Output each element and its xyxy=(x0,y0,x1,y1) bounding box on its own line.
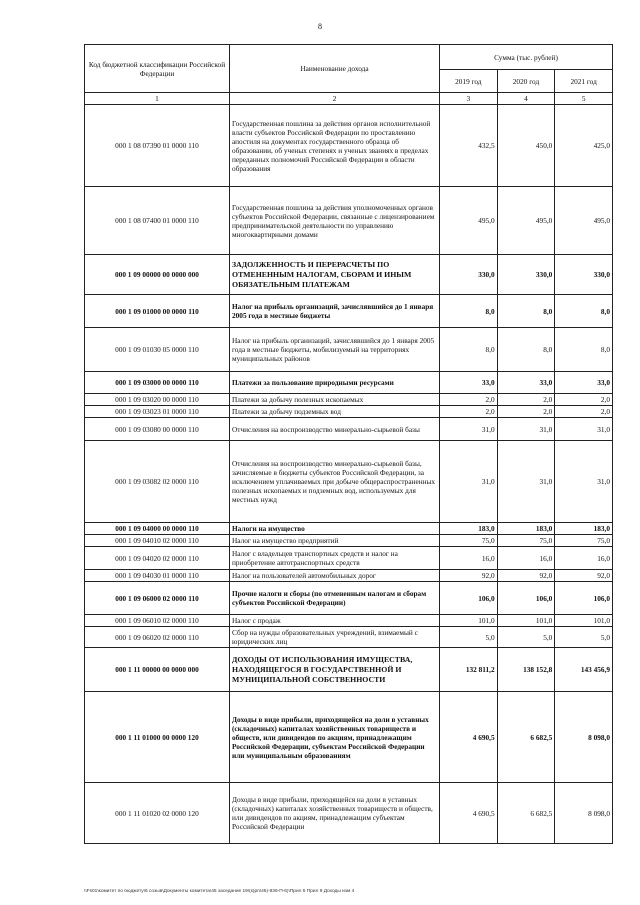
amount-2021-cell: 183,0 xyxy=(555,523,613,535)
amount-2021-cell: 5,0 xyxy=(555,627,613,648)
amount-2021-cell: 8,0 xyxy=(555,295,613,328)
revenue-name-cell: Налог на имущество предприятий xyxy=(230,535,440,547)
amount-2019-cell: 183,0 xyxy=(440,523,498,535)
file-path-footer: \\Fs01\комитет по бюджету\6 созыв\Документы комитета\45 заседание 19\(к)рп\45)-836-П-6)\Прил 5 Прил 9 Доходы изм 4 xyxy=(84,889,355,894)
amount-2020-cell: 450,0 xyxy=(497,105,555,187)
table-row xyxy=(85,418,613,441)
amount-2021-cell: 92,0 xyxy=(555,570,613,582)
revenue-name-cell: Доходы в виде прибыли, приходящейся на доли в уставных (складочных) капиталах хозяйственных товариществ и обществ, или дивидендов по акциям, принадлежащим субъектам Российской Федерации xyxy=(230,783,440,844)
column-header-name: Наименование дохода xyxy=(230,45,440,93)
budget-code-cell: 000 1 09 06010 02 0000 110 xyxy=(85,615,230,627)
amount-2021-cell: 16,0 xyxy=(555,547,613,570)
budget-code-cell: 000 1 09 04000 00 0000 110 xyxy=(85,523,230,535)
table-row xyxy=(85,372,613,394)
budget-code-cell: 000 1 09 04020 02 0000 110 xyxy=(85,547,230,570)
revenue-name-cell: Налог на пользователей автомобильных дорог xyxy=(230,570,440,582)
amount-2020-cell: 5,0 xyxy=(497,627,555,648)
amount-2019-cell: 8,0 xyxy=(440,295,498,328)
revenue-name-cell: Платежи за пользование природными ресурсами xyxy=(230,372,440,394)
revenue-name-cell: Сбор на нужды образовательных учреждений, взимаемый с юридических лиц xyxy=(230,627,440,648)
revenue-name-cell: Налог с продаж xyxy=(230,615,440,627)
amount-2020-cell: 33,0 xyxy=(497,372,555,394)
budget-code-cell: 000 1 11 01000 00 0000 120 xyxy=(85,692,230,783)
column-index: 4 xyxy=(497,93,555,105)
revenue-name-cell: Налоги на имущество xyxy=(230,523,440,535)
amount-2019-cell: 432,5 xyxy=(440,105,498,187)
column-index: 2 xyxy=(230,93,440,105)
budget-code-cell: 000 1 09 03020 00 0000 110 xyxy=(85,394,230,406)
amount-2021-cell: 495,0 xyxy=(555,187,613,255)
revenue-name-cell: ЗАДОЛЖЕННОСТЬ И ПЕРЕРАСЧЕТЫ ПО ОТМЕНЕННЫМ НАЛОГАМ, СБОРАМ И ИНЫМ ОБЯЗАТЕЛЬНЫМ ПЛАТЕЖАМ xyxy=(230,255,440,295)
amount-2020-cell: 6 682,5 xyxy=(497,692,555,783)
amount-2021-cell: 101,0 xyxy=(555,615,613,627)
budget-code-cell: 000 1 09 06000 02 0000 110 xyxy=(85,582,230,615)
amount-2020-cell: 8,0 xyxy=(497,295,555,328)
revenue-table xyxy=(84,44,613,844)
revenue-name-cell: Отчисления на воспроизводство минерально-сырьевой базы xyxy=(230,418,440,441)
revenue-name-cell: Налог на прибыль организаций, зачислявшийся до 1 января 2005 года в местные бюджеты xyxy=(230,295,440,328)
budget-code-cell: 000 1 08 07400 01 0000 110 xyxy=(85,187,230,255)
budget-code-cell: 000 1 08 07390 01 0000 110 xyxy=(85,105,230,187)
revenue-name-cell: Отчисления на воспроизводство минерально-сырьевой базы, зачисляемые в бюджеты субъектов Российской Федерации, за исключением уплачиваемых при добыче общераспространенных полезных ископаемых и подземных вод, используемых для местных нужд xyxy=(230,441,440,523)
table-row xyxy=(85,648,613,692)
amount-2019-cell: 16,0 xyxy=(440,547,498,570)
amount-2020-cell: 183,0 xyxy=(497,523,555,535)
amount-2020-cell: 495,0 xyxy=(497,187,555,255)
amount-2021-cell: 33,0 xyxy=(555,372,613,394)
amount-2019-cell: 4 690,5 xyxy=(440,783,498,844)
amount-2020-cell: 138 152,8 xyxy=(497,648,555,692)
column-header-year: 2021 год xyxy=(555,70,613,93)
column-index-row xyxy=(85,93,613,105)
revenue-name-cell: Прочие налоги и сборы (по отмененным налогам и сборам субъектов Российской Федерации) xyxy=(230,582,440,615)
amount-2019-cell: 31,0 xyxy=(440,441,498,523)
amount-2020-cell: 75,0 xyxy=(497,535,555,547)
budget-code-cell: 000 1 09 00000 00 0000 000 xyxy=(85,255,230,295)
table-row xyxy=(85,295,613,328)
table-body xyxy=(85,105,613,844)
table-row xyxy=(85,105,613,187)
column-header-sum: Сумма (тыс. рублей) xyxy=(440,45,613,70)
column-header-year: 2020 год xyxy=(497,70,555,93)
budget-code-cell: 000 1 09 03023 01 0000 110 xyxy=(85,406,230,418)
revenue-name-cell: ДОХОДЫ ОТ ИСПОЛЬЗОВАНИЯ ИМУЩЕСТВА, НАХОДЯЩЕГОСЯ В ГОСУДАРСТВЕННОЙ И МУНИЦИПАЛЬНОЙ СОБСТВЕННОСТИ xyxy=(230,648,440,692)
table-row xyxy=(85,535,613,547)
table-row xyxy=(85,406,613,418)
amount-2019-cell: 330,0 xyxy=(440,255,498,295)
amount-2020-cell: 330,0 xyxy=(497,255,555,295)
amount-2019-cell: 31,0 xyxy=(440,418,498,441)
amount-2020-cell: 16,0 xyxy=(497,547,555,570)
column-header-year: 2019 год xyxy=(440,70,498,93)
amount-2021-cell: 8 098,0 xyxy=(555,783,613,844)
amount-2021-cell: 8 098,0 xyxy=(555,692,613,783)
amount-2019-cell: 8,0 xyxy=(440,328,498,372)
budget-code-cell: 000 1 11 01020 02 0000 120 xyxy=(85,783,230,844)
table-row xyxy=(85,615,613,627)
table-row xyxy=(85,187,613,255)
table-row xyxy=(85,582,613,615)
amount-2019-cell: 5,0 xyxy=(440,627,498,648)
amount-2019-cell: 92,0 xyxy=(440,570,498,582)
amount-2021-cell: 31,0 xyxy=(555,441,613,523)
amount-2019-cell: 495,0 xyxy=(440,187,498,255)
budget-code-cell: 000 1 09 01030 05 0000 110 xyxy=(85,328,230,372)
revenue-name-cell: Государственная пошлина за действия органов исполнительной власти субъектов Российской Федерации по проставлению апостиля на документах государственного образца об образовании, об ученых степенях и ученых званиях в пределах переданных полномочий Российской Федерации в области образования xyxy=(230,105,440,187)
budget-code-cell: 000 1 09 03080 00 0000 110 xyxy=(85,418,230,441)
table-row xyxy=(85,783,613,844)
amount-2020-cell: 31,0 xyxy=(497,418,555,441)
table-row xyxy=(85,570,613,582)
revenue-name-cell: Налог на прибыль организаций, зачислявшийся до 1 января 2005 года в местные бюджеты, мобилизуемый на территориях муниципальных районов xyxy=(230,328,440,372)
amount-2021-cell: 31,0 xyxy=(555,418,613,441)
budget-code-cell: 000 1 09 01000 00 0000 110 xyxy=(85,295,230,328)
amount-2020-cell: 31,0 xyxy=(497,441,555,523)
budget-code-cell: 000 1 09 03082 02 0000 110 xyxy=(85,441,230,523)
amount-2020-cell: 92,0 xyxy=(497,570,555,582)
amount-2019-cell: 2,0 xyxy=(440,406,498,418)
revenue-name-cell: Платежи за добычу полезных ископаемых xyxy=(230,394,440,406)
amount-2021-cell: 106,0 xyxy=(555,582,613,615)
amount-2019-cell: 4 690,5 xyxy=(440,692,498,783)
amount-2019-cell: 106,0 xyxy=(440,582,498,615)
amount-2019-cell: 33,0 xyxy=(440,372,498,394)
amount-2019-cell: 75,0 xyxy=(440,535,498,547)
amount-2021-cell: 143 456,9 xyxy=(555,648,613,692)
column-index: 5 xyxy=(555,93,613,105)
amount-2021-cell: 8,0 xyxy=(555,328,613,372)
page-number: 8 xyxy=(318,22,322,31)
budget-code-cell: 000 1 11 00000 00 0000 000 xyxy=(85,648,230,692)
amount-2021-cell: 330,0 xyxy=(555,255,613,295)
amount-2020-cell: 2,0 xyxy=(497,394,555,406)
budget-code-cell: 000 1 09 04010 02 0000 110 xyxy=(85,535,230,547)
column-index: 1 xyxy=(85,93,230,105)
amount-2020-cell: 101,0 xyxy=(497,615,555,627)
column-index: 3 xyxy=(440,93,498,105)
amount-2021-cell: 75,0 xyxy=(555,535,613,547)
table-header-row xyxy=(85,45,613,70)
budget-code-cell: 000 1 09 03000 00 0000 110 xyxy=(85,372,230,394)
amount-2020-cell: 8,0 xyxy=(497,328,555,372)
revenue-name-cell: Государственная пошлина за действия уполномоченных органов субъектов Российской Федерации, связанные с лицензированием предпринимательской деятельности по управлению многоквартирными домами xyxy=(230,187,440,255)
amount-2021-cell: 2,0 xyxy=(555,406,613,418)
amount-2019-cell: 2,0 xyxy=(440,394,498,406)
amount-2020-cell: 2,0 xyxy=(497,406,555,418)
budget-code-cell: 000 1 09 06020 02 0000 110 xyxy=(85,627,230,648)
table-row xyxy=(85,692,613,783)
revenue-name-cell: Платежи за добычу подземных вод xyxy=(230,406,440,418)
amount-2020-cell: 6 682,5 xyxy=(497,783,555,844)
table-row xyxy=(85,394,613,406)
budget-code-cell: 000 1 09 04030 01 0000 110 xyxy=(85,570,230,582)
table-row xyxy=(85,547,613,570)
revenue-name-cell: Доходы в виде прибыли, приходящейся на доли в уставных (складочных) капиталах хозяйственных товариществ и обществ, или дивидендов по акциям, принадлежащим Российской Федерации, субъектам Российской Федерации или муниципальным образованиям xyxy=(230,692,440,783)
table-row xyxy=(85,328,613,372)
revenue-name-cell: Налог с владельцев транспортных средств и налог на приобретение автотранспортных средств xyxy=(230,547,440,570)
column-header-code: Код бюджетной классификации Российской Федерации xyxy=(85,45,230,93)
amount-2021-cell: 425,0 xyxy=(555,105,613,187)
amount-2020-cell: 106,0 xyxy=(497,582,555,615)
amount-2019-cell: 101,0 xyxy=(440,615,498,627)
table-row xyxy=(85,627,613,648)
table-row xyxy=(85,441,613,523)
table-row xyxy=(85,523,613,535)
table-row xyxy=(85,255,613,295)
amount-2019-cell: 132 811,2 xyxy=(440,648,498,692)
amount-2021-cell: 2,0 xyxy=(555,394,613,406)
